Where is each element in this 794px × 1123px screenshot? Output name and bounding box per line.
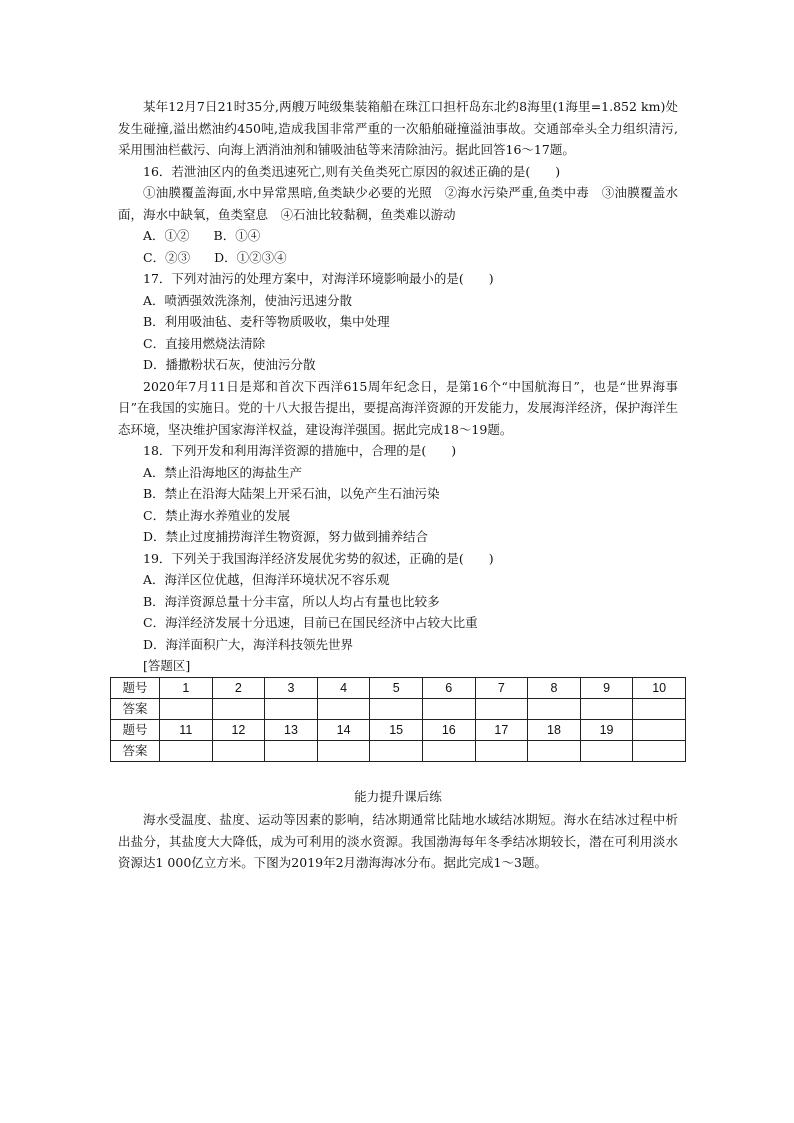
answer-cell[interactable] — [528, 740, 581, 761]
option-16-a: A．①② — [143, 228, 190, 243]
question-number-cell: 5 — [370, 677, 423, 698]
question-number-cell: 18 — [528, 719, 581, 740]
option-16-c: C．②③ — [143, 249, 191, 265]
question-number-cell — [633, 719, 686, 740]
question-number-cell: 13 — [265, 719, 318, 740]
option-17-b: B．利用吸油毡、麦秆等物质吸收，集中处理 — [143, 314, 390, 329]
answer-cell[interactable] — [580, 698, 633, 719]
question-number-cell: 19 — [580, 719, 633, 740]
option-17-d: D．播撒粉状石灰，使油污分散 — [143, 357, 316, 372]
answer-cell[interactable] — [475, 740, 528, 761]
passage-sea-ice: 海水受温度、盐度、运动等因素的影响，结冰期通常比陆地水域结冰期短。海水在结冰过程中析出盐分，其盐度大大降低，成为可利用的淡水资源。我国渤海每年冬季结冰期较长，潜在可利用淡水资源达1 000亿立方米。下图为2019年2月渤海海冰分布。据此完成1～3题。 — [118, 812, 678, 870]
answer-area-label: [答题区] — [143, 658, 191, 673]
passage-oil-spill: 某年12月7日21时35分,两艘万吨级集装箱船在珠江口担杆岛东北约8海里(1海里=1.852 km)处发生碰撞,溢出燃油约450吨,造成我国非常严重的一次船舶碰撞溢油事故。交通部牵头全力组织清污,采用围油栏截污、向海上洒消油剂和铺吸油毡等来清除油污。据此回答16～17题。 — [118, 99, 678, 157]
answer-table-answer-row — [111, 740, 686, 761]
option-18-b: B．禁止在沿海大陆架上开采石油，以免产生石油污染 — [143, 486, 440, 501]
answer-header-cell: 答案 — [111, 740, 160, 761]
question-number-cell: 15 — [370, 719, 423, 740]
answer-cell[interactable] — [633, 698, 686, 719]
answer-cell[interactable] — [528, 698, 581, 719]
question-number-cell: 8 — [528, 677, 581, 698]
option-17-c: C．直接用燃烧法清除 — [143, 335, 266, 351]
answer-cell[interactable] — [370, 740, 423, 761]
option-19-c: C．海洋经济发展十分迅速，目前已在国民经济中占较大比重 — [143, 615, 478, 630]
answer-cell[interactable] — [212, 698, 265, 719]
option-18-c: C．禁止海水养殖业的发展 — [143, 507, 291, 523]
question-number-cell: 10 — [633, 677, 686, 698]
answer-table-answer-row — [111, 698, 686, 719]
question-18-stem: 18．下列开发和利用海洋资源的措施中，合理的是( ) — [143, 443, 457, 458]
answer-cell[interactable] — [633, 740, 686, 761]
question-number-cell: 4 — [317, 677, 370, 698]
answer-cell[interactable] — [265, 740, 318, 761]
question-number-cell: 9 — [580, 677, 633, 698]
option-18-a: A．禁止沿海地区的海盐生产 — [143, 464, 303, 480]
question-number-cell: 3 — [265, 677, 318, 698]
answer-table-number-row — [111, 677, 686, 698]
question-number-cell: 1 — [160, 677, 213, 698]
answer-cell[interactable] — [160, 740, 213, 761]
question-16-statements: ①油膜覆盖海面,水中异常黑暗,鱼类缺少必要的光照 ②海水污染严重,鱼类中毒 ③油膜覆盖水面，海水中缺氧，鱼类窒息 ④石油比较黏稠，鱼类难以游动 — [118, 185, 678, 222]
option-17-a: A．喷洒强效洗涤剂，使油污迅速分散 — [143, 292, 353, 308]
question-number-cell: 12 — [212, 719, 265, 740]
number-header-cell: 题号 — [111, 677, 160, 698]
answer-cell[interactable] — [317, 740, 370, 761]
question-16-options-row-2 — [118, 247, 678, 269]
answer-cell[interactable] — [580, 740, 633, 761]
question-number-cell: 16 — [422, 719, 475, 740]
question-number-cell: 7 — [475, 677, 528, 698]
answer-cell[interactable] — [422, 698, 475, 719]
question-number-cell: 6 — [422, 677, 475, 698]
question-number-cell: 14 — [317, 719, 370, 740]
question-19-stem: 19．下列关于我国海洋经济发展优劣势的叙述，正确的是( ) — [143, 550, 494, 566]
answer-cell[interactable] — [475, 698, 528, 719]
number-header-cell: 题号 — [111, 719, 160, 740]
question-number-cell: 2 — [212, 677, 265, 698]
question-16-stem: 16．若泄油区内的鱼类迅速死亡,则有关鱼类死亡原因的叙述正确的是( ) — [143, 163, 561, 179]
answer-cell[interactable] — [160, 698, 213, 719]
option-19-d: D．海洋面积广大，海洋科技领先世界 — [143, 636, 354, 652]
section-title: 能力提升课后练 — [354, 788, 442, 804]
option-16-b: B．①④ — [213, 228, 261, 243]
question-17-stem: 17．下列对油污的处理方案中，对海洋环境影响最小的是( ) — [143, 271, 494, 286]
answer-table-number-row — [111, 719, 686, 740]
answer-table — [110, 677, 686, 762]
answer-cell[interactable] — [317, 698, 370, 719]
document-content — [118, 96, 678, 874]
answer-cell[interactable] — [212, 740, 265, 761]
answer-cell[interactable] — [370, 698, 423, 719]
passage-navigation-day: 2020年7月11日是郑和首次下西洋615周年纪念日，是第16个“中国航海日”，也是“世界海事日”在我国的实施日。党的十八大报告提出，要提高海洋资源的开发能力，发展海洋经济，保护海洋生态环境，坚决维护国家海洋权益，建设海洋强国。据此完成18～19题。 — [118, 378, 678, 437]
option-19-b: B．海洋资源总量十分丰富，所以人均占有量也比较多 — [143, 593, 440, 609]
option-19-a: A．海洋区位优越，但海洋环境状况不容乐观 — [143, 572, 390, 587]
answer-cell[interactable] — [265, 698, 318, 719]
answer-cell[interactable] — [422, 740, 475, 761]
question-16-options-row-1 — [118, 225, 678, 247]
question-number-cell: 17 — [475, 719, 528, 740]
option-16-d: D．①②③④ — [214, 249, 287, 265]
question-number-cell: 11 — [160, 719, 213, 740]
option-18-d: D．禁止过度捕捞海洋生物资源，努力做到捕养结合 — [143, 529, 429, 544]
answer-header-cell: 答案 — [111, 698, 160, 719]
